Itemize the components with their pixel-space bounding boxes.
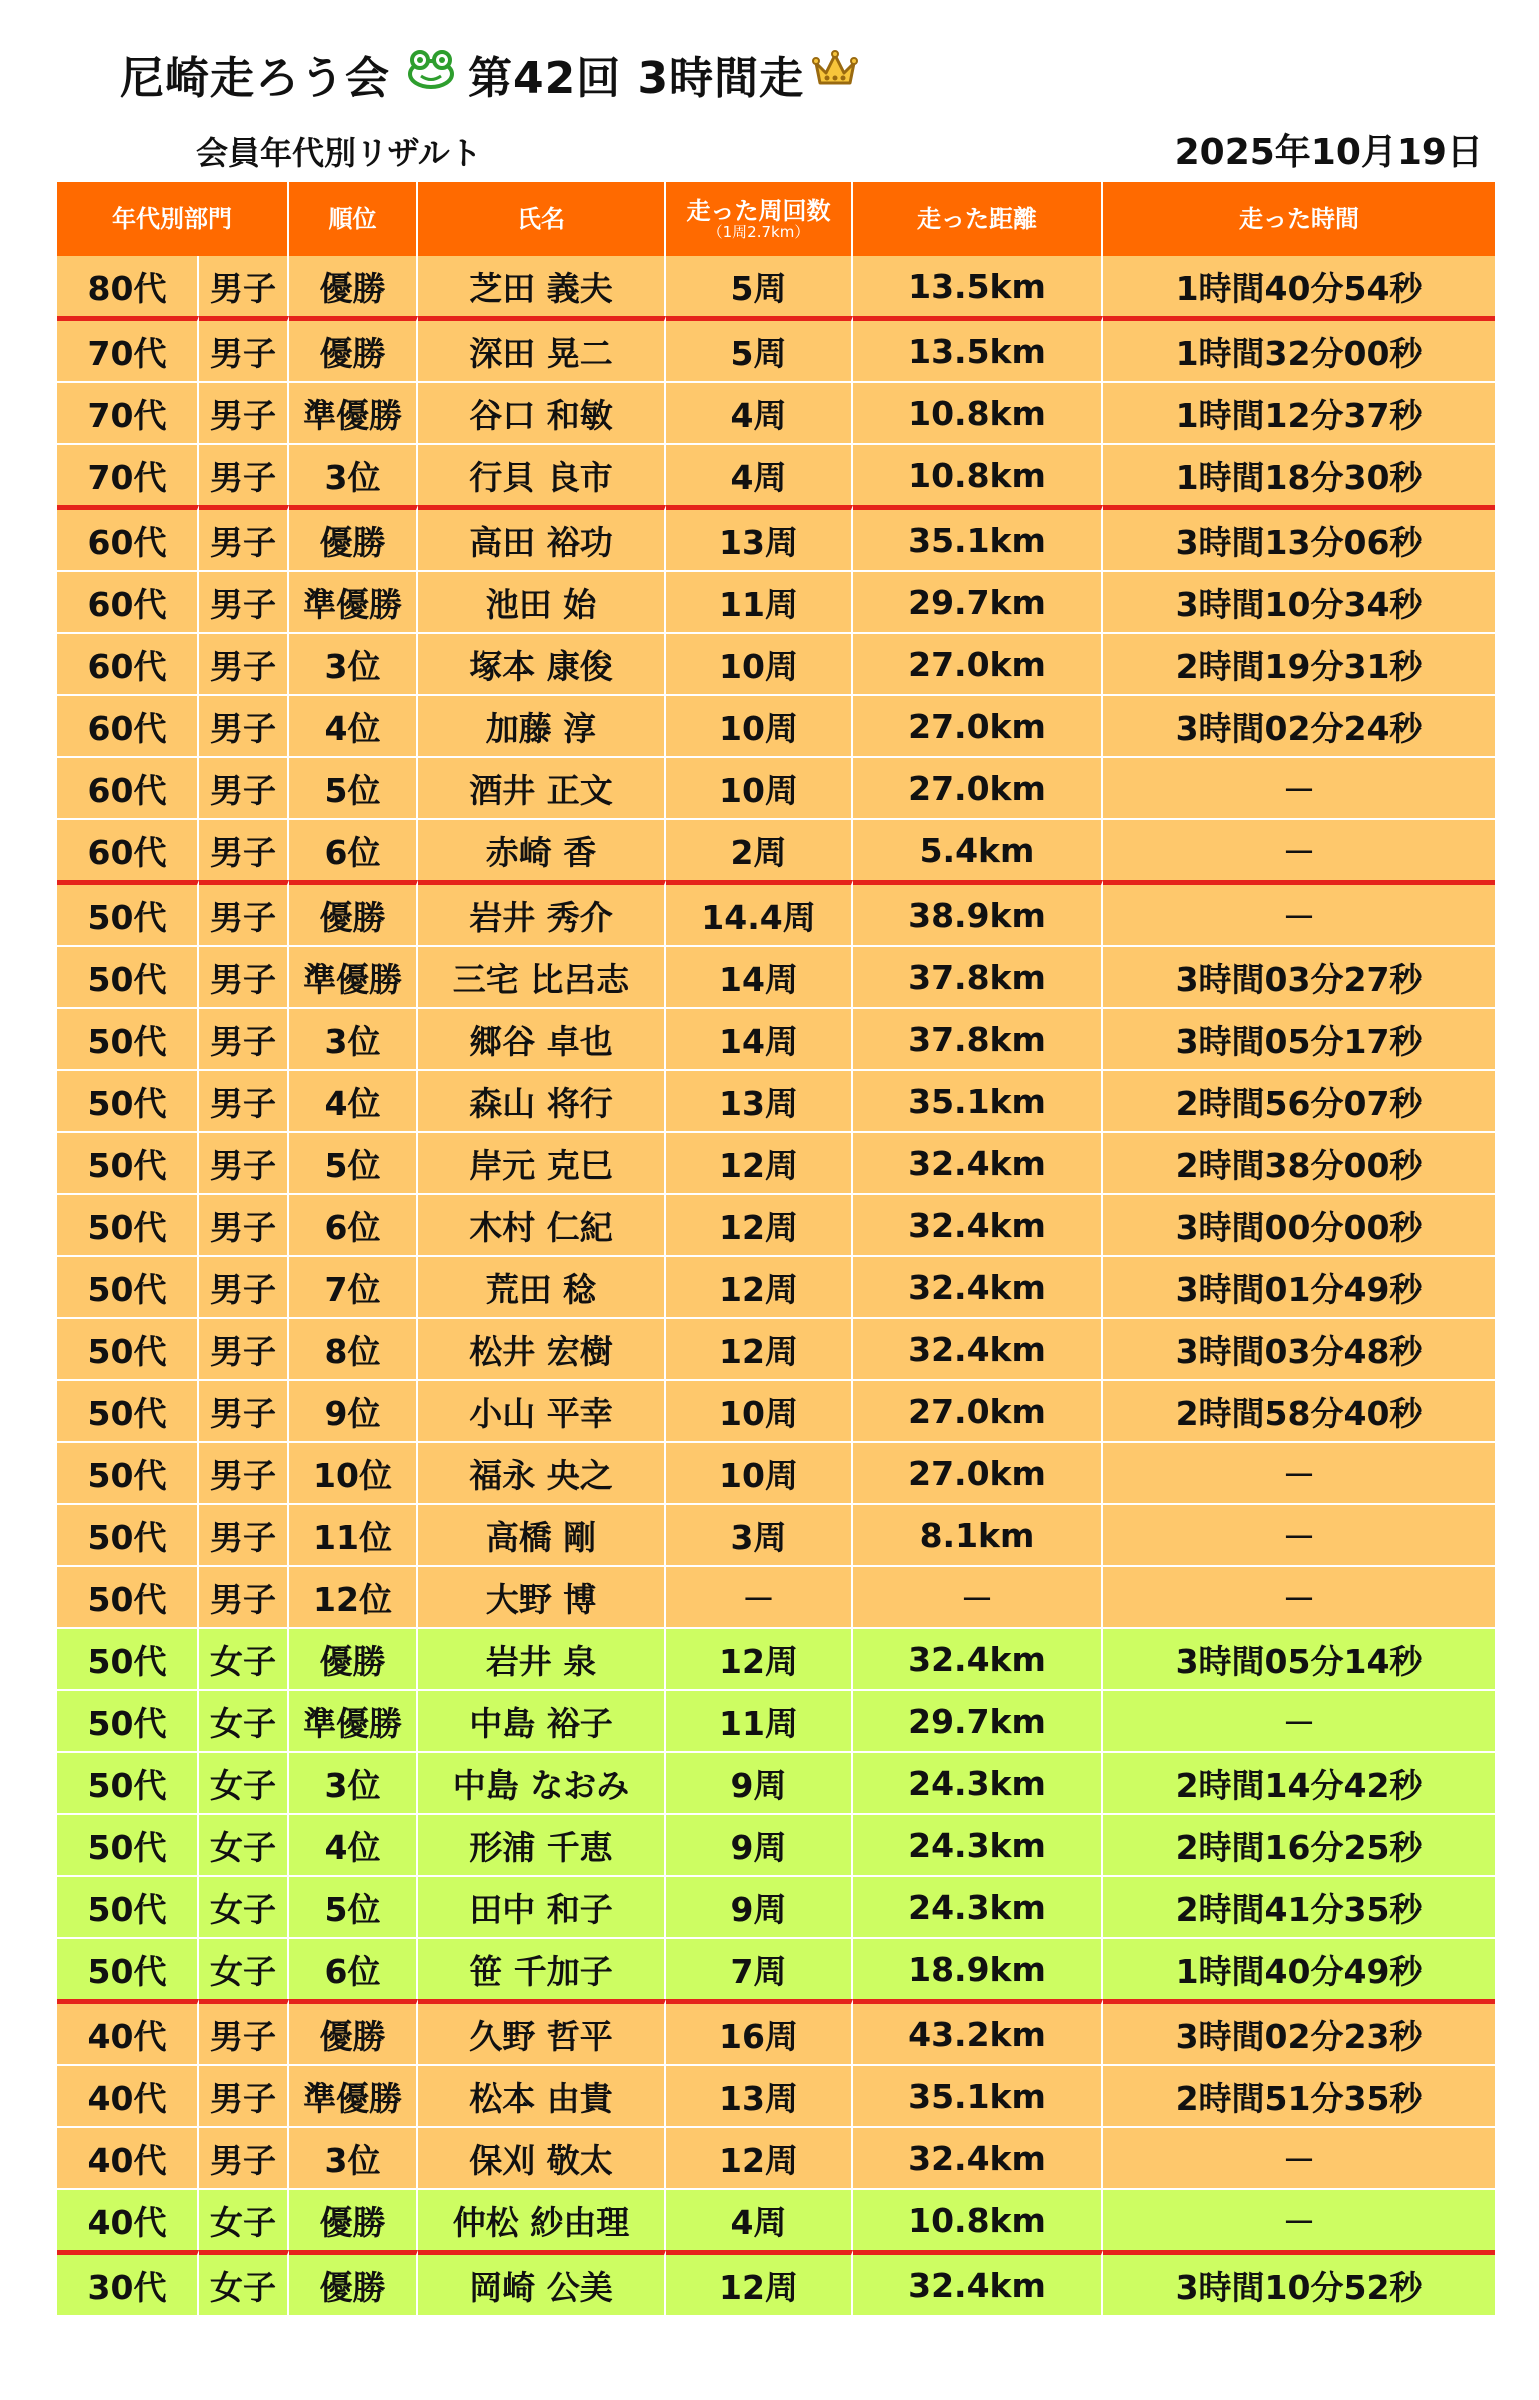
- name-cell: 久野 哲平: [418, 1999, 666, 2064]
- age-cell: 60代: [57, 694, 199, 756]
- laps-cell: 10周: [666, 1379, 853, 1441]
- age-cell: 50代: [57, 1131, 199, 1193]
- age-cell: 50代: [57, 1875, 199, 1937]
- page-title: [120, 42, 858, 106]
- age-cell: 50代: [57, 1255, 199, 1317]
- age-cell: 30代: [57, 2250, 199, 2315]
- table-row: [57, 756, 1495, 818]
- table-row: [57, 1193, 1495, 1255]
- distance-cell: 27.0km: [853, 694, 1103, 756]
- time-cell: 3時間00分00秒: [1103, 1193, 1495, 1255]
- name-cell: 酒井 正文: [418, 756, 666, 818]
- rank-cell: 優勝: [289, 880, 418, 945]
- laps-cell: 9周: [666, 1875, 853, 1937]
- rank-cell: 3位: [289, 443, 418, 505]
- laps-cell: 10周: [666, 694, 853, 756]
- col-header-division: 年代別部門: [57, 182, 289, 256]
- col-header-laps-label: 走った周回数: [686, 196, 831, 225]
- age-cell: 80代: [57, 256, 199, 316]
- table-row: [57, 2250, 1495, 2315]
- time-cell: 2時間51分35秒: [1103, 2064, 1495, 2126]
- laps-cell: 4周: [666, 2188, 853, 2250]
- sex-cell: 男子: [199, 1317, 289, 1379]
- table-row: [57, 2064, 1495, 2126]
- rank-cell: 6位: [289, 818, 418, 880]
- laps-cell: 5周: [666, 316, 853, 381]
- name-cell: 荒田 稔: [418, 1255, 666, 1317]
- name-cell: 塚本 康俊: [418, 632, 666, 694]
- table-row: [57, 1565, 1495, 1627]
- distance-cell: 5.4km: [853, 818, 1103, 880]
- rank-cell: 3位: [289, 2126, 418, 2188]
- table-row: [57, 1317, 1495, 1379]
- rank-cell: 8位: [289, 1317, 418, 1379]
- distance-cell: 24.3km: [853, 1751, 1103, 1813]
- rank-cell: 6位: [289, 1193, 418, 1255]
- name-cell: 松本 由貴: [418, 2064, 666, 2126]
- age-cell: 50代: [57, 1689, 199, 1751]
- laps-cell: 16周: [666, 1999, 853, 2064]
- time-cell: －: [1103, 1503, 1495, 1565]
- results-table: [57, 182, 1495, 2315]
- sex-cell: 女子: [199, 2250, 289, 2315]
- table-header-row: [57, 182, 1495, 256]
- age-cell: 70代: [57, 381, 199, 443]
- rank-cell: 準優勝: [289, 1689, 418, 1751]
- time-cell: 1時間40分49秒: [1103, 1937, 1495, 1999]
- distance-cell: 29.7km: [853, 570, 1103, 632]
- laps-cell: 13周: [666, 2064, 853, 2126]
- distance-cell: 29.7km: [853, 1689, 1103, 1751]
- rank-cell: 3位: [289, 632, 418, 694]
- crown-icon: [812, 49, 858, 100]
- time-cell: 3時間02分23秒: [1103, 1999, 1495, 2064]
- laps-cell: 5周: [666, 256, 853, 316]
- name-cell: 保刈 敬太: [418, 2126, 666, 2188]
- rank-cell: 準優勝: [289, 2064, 418, 2126]
- table-row: [57, 1689, 1495, 1751]
- distance-cell: 10.8km: [853, 443, 1103, 505]
- name-cell: 岩井 泉: [418, 1627, 666, 1689]
- sex-cell: 男子: [199, 1999, 289, 2064]
- name-cell: 郷谷 卓也: [418, 1007, 666, 1069]
- age-cell: 70代: [57, 443, 199, 505]
- name-cell: 池田 始: [418, 570, 666, 632]
- rank-cell: 5位: [289, 1875, 418, 1937]
- sex-cell: 男子: [199, 1379, 289, 1441]
- table-row: [57, 1999, 1495, 2064]
- time-cell: 2時間16分25秒: [1103, 1813, 1495, 1875]
- time-cell: 2時間19分31秒: [1103, 632, 1495, 694]
- time-cell: 3時間01分49秒: [1103, 1255, 1495, 1317]
- name-cell: 大野 博: [418, 1565, 666, 1627]
- age-cell: 50代: [57, 1751, 199, 1813]
- name-cell: 仲松 紗由理: [418, 2188, 666, 2250]
- name-cell: 形浦 千恵: [418, 1813, 666, 1875]
- sex-cell: 男子: [199, 756, 289, 818]
- time-cell: 1時間40分54秒: [1103, 256, 1495, 316]
- sex-cell: 女子: [199, 1689, 289, 1751]
- laps-cell: 14周: [666, 1007, 853, 1069]
- rank-cell: 準優勝: [289, 570, 418, 632]
- sex-cell: 男子: [199, 381, 289, 443]
- table-row: [57, 1379, 1495, 1441]
- time-cell: －: [1103, 1565, 1495, 1627]
- age-cell: 50代: [57, 1441, 199, 1503]
- table-row: [57, 2126, 1495, 2188]
- age-cell: 50代: [57, 1565, 199, 1627]
- table-row: [57, 381, 1495, 443]
- time-cell: －: [1103, 2126, 1495, 2188]
- laps-cell: 2周: [666, 818, 853, 880]
- time-cell: 3時間10分34秒: [1103, 570, 1495, 632]
- laps-cell: 13周: [666, 1069, 853, 1131]
- table-row: [57, 505, 1495, 570]
- distance-cell: 32.4km: [853, 1627, 1103, 1689]
- laps-cell: 12周: [666, 1193, 853, 1255]
- distance-cell: 43.2km: [853, 1999, 1103, 2064]
- rank-cell: 5位: [289, 1131, 418, 1193]
- name-cell: 森山 将行: [418, 1069, 666, 1131]
- sex-cell: 男子: [199, 256, 289, 316]
- laps-cell: 14.4周: [666, 880, 853, 945]
- event-date: 2025年10月19日: [1174, 132, 1483, 173]
- name-cell: 高田 裕功: [418, 505, 666, 570]
- distance-cell: 13.5km: [853, 256, 1103, 316]
- rank-cell: 優勝: [289, 256, 418, 316]
- age-cell: 60代: [57, 818, 199, 880]
- time-cell: 3時間03分48秒: [1103, 1317, 1495, 1379]
- sex-cell: 男子: [199, 1503, 289, 1565]
- time-cell: 2時間14分42秒: [1103, 1751, 1495, 1813]
- time-cell: 2時間38分00秒: [1103, 1131, 1495, 1193]
- age-cell: 40代: [57, 2064, 199, 2126]
- distance-cell: 10.8km: [853, 2188, 1103, 2250]
- sex-cell: 男子: [199, 2126, 289, 2188]
- event-name: 第42回 3時間走: [468, 53, 805, 104]
- table-row: [57, 1255, 1495, 1317]
- rank-cell: 準優勝: [289, 381, 418, 443]
- laps-cell: 12周: [666, 1627, 853, 1689]
- laps-cell: 11周: [666, 570, 853, 632]
- sex-cell: 男子: [199, 2064, 289, 2126]
- laps-cell: 13周: [666, 505, 853, 570]
- rank-cell: 4位: [289, 1069, 418, 1131]
- laps-cell: 9周: [666, 1751, 853, 1813]
- sex-cell: 男子: [199, 505, 289, 570]
- time-cell: －: [1103, 2188, 1495, 2250]
- distance-cell: 35.1km: [853, 2064, 1103, 2126]
- name-cell: 中島 なおみ: [418, 1751, 666, 1813]
- age-cell: 50代: [57, 1503, 199, 1565]
- laps-cell: －: [666, 1565, 853, 1627]
- age-cell: 60代: [57, 756, 199, 818]
- rank-cell: 6位: [289, 1937, 418, 1999]
- laps-cell: 12周: [666, 1255, 853, 1317]
- time-cell: 3時間03分27秒: [1103, 945, 1495, 1007]
- distance-cell: 35.1km: [853, 505, 1103, 570]
- age-cell: 40代: [57, 2188, 199, 2250]
- distance-cell: 27.0km: [853, 1441, 1103, 1503]
- name-cell: 行貝 良市: [418, 443, 666, 505]
- name-cell: 小山 平幸: [418, 1379, 666, 1441]
- distance-cell: 27.0km: [853, 632, 1103, 694]
- sex-cell: 男子: [199, 694, 289, 756]
- sex-cell: 女子: [199, 1751, 289, 1813]
- rank-cell: 3位: [289, 1007, 418, 1069]
- sex-cell: 男子: [199, 1131, 289, 1193]
- time-cell: 3時間02分24秒: [1103, 694, 1495, 756]
- distance-cell: 32.4km: [853, 1193, 1103, 1255]
- laps-cell: 4周: [666, 443, 853, 505]
- table-row: [57, 443, 1495, 505]
- distance-cell: 32.4km: [853, 2250, 1103, 2315]
- distance-cell: 10.8km: [853, 381, 1103, 443]
- rank-cell: 優勝: [289, 316, 418, 381]
- rank-cell: 4位: [289, 1813, 418, 1875]
- table-row: [57, 1627, 1495, 1689]
- sex-cell: 男子: [199, 1007, 289, 1069]
- sex-cell: 男子: [199, 570, 289, 632]
- table-row: [57, 2188, 1495, 2250]
- laps-cell: 12周: [666, 1131, 853, 1193]
- time-cell: 3時間05分17秒: [1103, 1007, 1495, 1069]
- rank-cell: 優勝: [289, 2250, 418, 2315]
- table-row: [57, 1007, 1495, 1069]
- table-row: [57, 1441, 1495, 1503]
- time-cell: －: [1103, 1441, 1495, 1503]
- sex-cell: 男子: [199, 1565, 289, 1627]
- laps-cell: 4周: [666, 381, 853, 443]
- rank-cell: 3位: [289, 1751, 418, 1813]
- table-row: [57, 632, 1495, 694]
- sex-cell: 男子: [199, 1193, 289, 1255]
- age-cell: 50代: [57, 1317, 199, 1379]
- club-name: 尼崎走ろう会: [120, 53, 390, 104]
- distance-cell: 32.4km: [853, 1131, 1103, 1193]
- sex-cell: 女子: [199, 1875, 289, 1937]
- age-cell: 50代: [57, 880, 199, 945]
- distance-cell: 24.3km: [853, 1875, 1103, 1937]
- sex-cell: 男子: [199, 880, 289, 945]
- distance-cell: 37.8km: [853, 1007, 1103, 1069]
- age-cell: 50代: [57, 1813, 199, 1875]
- col-header-distance: 走った距離: [853, 182, 1103, 256]
- laps-cell: 10周: [666, 632, 853, 694]
- time-cell: －: [1103, 818, 1495, 880]
- sex-cell: 男子: [199, 1069, 289, 1131]
- distance-cell: 27.0km: [853, 1379, 1103, 1441]
- name-cell: 三宅 比呂志: [418, 945, 666, 1007]
- table-row: [57, 1751, 1495, 1813]
- frog-icon: [406, 49, 456, 100]
- time-cell: －: [1103, 880, 1495, 945]
- time-cell: 3時間10分52秒: [1103, 2250, 1495, 2315]
- age-cell: 50代: [57, 1937, 199, 1999]
- table-row: [57, 1813, 1495, 1875]
- sex-cell: 女子: [199, 1627, 289, 1689]
- rank-cell: 7位: [289, 1255, 418, 1317]
- name-cell: 岡崎 公美: [418, 2250, 666, 2315]
- sex-cell: 男子: [199, 1255, 289, 1317]
- col-header-name: 氏名: [418, 182, 666, 256]
- sex-cell: 男子: [199, 1441, 289, 1503]
- name-cell: 岩井 秀介: [418, 880, 666, 945]
- rank-cell: 優勝: [289, 2188, 418, 2250]
- distance-cell: 38.9km: [853, 880, 1103, 945]
- sex-cell: 男子: [199, 443, 289, 505]
- table-row: [57, 818, 1495, 880]
- rank-cell: 12位: [289, 1565, 418, 1627]
- rank-cell: 10位: [289, 1441, 418, 1503]
- col-header-rank: 順位: [289, 182, 418, 256]
- rank-cell: 4位: [289, 694, 418, 756]
- table-body: [57, 256, 1495, 2315]
- time-cell: 2時間58分40秒: [1103, 1379, 1495, 1441]
- time-cell: 1時間12分37秒: [1103, 381, 1495, 443]
- sex-cell: 男子: [199, 945, 289, 1007]
- name-cell: 笹 千加子: [418, 1937, 666, 1999]
- sex-cell: 女子: [199, 2188, 289, 2250]
- laps-cell: 12周: [666, 1317, 853, 1379]
- age-cell: 50代: [57, 1193, 199, 1255]
- name-cell: 高橋 剛: [418, 1503, 666, 1565]
- age-cell: 60代: [57, 632, 199, 694]
- name-cell: 木村 仁紀: [418, 1193, 666, 1255]
- sex-cell: 男子: [199, 316, 289, 381]
- distance-cell: 32.4km: [853, 1317, 1103, 1379]
- laps-cell: 7周: [666, 1937, 853, 1999]
- rank-cell: 5位: [289, 756, 418, 818]
- name-cell: 福永 央之: [418, 1441, 666, 1503]
- rank-cell: 優勝: [289, 1627, 418, 1689]
- distance-cell: 32.4km: [853, 2126, 1103, 2188]
- rank-cell: 優勝: [289, 505, 418, 570]
- time-cell: 3時間13分06秒: [1103, 505, 1495, 570]
- age-cell: 60代: [57, 505, 199, 570]
- table-row: [57, 1875, 1495, 1937]
- name-cell: 岸元 克巳: [418, 1131, 666, 1193]
- laps-cell: 12周: [666, 2250, 853, 2315]
- name-cell: 赤崎 香: [418, 818, 666, 880]
- laps-cell: 10周: [666, 1441, 853, 1503]
- distance-cell: 8.1km: [853, 1503, 1103, 1565]
- sex-cell: 男子: [199, 632, 289, 694]
- name-cell: 中島 裕子: [418, 1689, 666, 1751]
- lap-note: （1周2.7km）: [707, 222, 810, 241]
- name-cell: 加藤 淳: [418, 694, 666, 756]
- table-row: [57, 1069, 1495, 1131]
- name-cell: 谷口 和敏: [418, 381, 666, 443]
- age-cell: 50代: [57, 1007, 199, 1069]
- rank-cell: 9位: [289, 1379, 418, 1441]
- distance-cell: 32.4km: [853, 1255, 1103, 1317]
- time-cell: 2時間56分07秒: [1103, 1069, 1495, 1131]
- age-cell: 40代: [57, 2126, 199, 2188]
- distance-cell: 18.9km: [853, 1937, 1103, 1999]
- age-cell: 50代: [57, 1627, 199, 1689]
- laps-cell: 9周: [666, 1813, 853, 1875]
- time-cell: 2時間41分35秒: [1103, 1875, 1495, 1937]
- table-row: [57, 880, 1495, 945]
- time-cell: 3時間05分14秒: [1103, 1627, 1495, 1689]
- time-cell: 1時間18分30秒: [1103, 443, 1495, 505]
- distance-cell: 13.5km: [853, 316, 1103, 381]
- name-cell: 田中 和子: [418, 1875, 666, 1937]
- table-row: [57, 1937, 1495, 1999]
- distance-cell: －: [853, 1565, 1103, 1627]
- laps-cell: 11周: [666, 1689, 853, 1751]
- time-cell: －: [1103, 1689, 1495, 1751]
- laps-cell: 12周: [666, 2126, 853, 2188]
- table-row: [57, 570, 1495, 632]
- col-header-laps: [666, 182, 853, 256]
- time-cell: 1時間32分00秒: [1103, 316, 1495, 381]
- table-row: [57, 316, 1495, 381]
- age-cell: 50代: [57, 945, 199, 1007]
- laps-cell: 3周: [666, 1503, 853, 1565]
- rank-cell: 優勝: [289, 1999, 418, 2064]
- laps-cell: 14周: [666, 945, 853, 1007]
- table-row: [57, 945, 1495, 1007]
- sex-cell: 男子: [199, 818, 289, 880]
- distance-cell: 24.3km: [853, 1813, 1103, 1875]
- age-cell: 50代: [57, 1069, 199, 1131]
- subtitle: 会員年代別リザルト: [196, 134, 482, 172]
- col-header-time: 走った時間: [1103, 182, 1495, 256]
- rank-cell: 準優勝: [289, 945, 418, 1007]
- distance-cell: 37.8km: [853, 945, 1103, 1007]
- sex-cell: 女子: [199, 1813, 289, 1875]
- name-cell: 芝田 義夫: [418, 256, 666, 316]
- table-row: [57, 1503, 1495, 1565]
- time-cell: －: [1103, 756, 1495, 818]
- age-cell: 70代: [57, 316, 199, 381]
- age-cell: 40代: [57, 1999, 199, 2064]
- table-row: [57, 1131, 1495, 1193]
- distance-cell: 35.1km: [853, 1069, 1103, 1131]
- rank-cell: 11位: [289, 1503, 418, 1565]
- table-row: [57, 256, 1495, 316]
- distance-cell: 27.0km: [853, 756, 1103, 818]
- table-row: [57, 694, 1495, 756]
- name-cell: 深田 晃二: [418, 316, 666, 381]
- sex-cell: 女子: [199, 1937, 289, 1999]
- age-cell: 50代: [57, 1379, 199, 1441]
- name-cell: 松井 宏樹: [418, 1317, 666, 1379]
- age-cell: 60代: [57, 570, 199, 632]
- laps-cell: 10周: [666, 756, 853, 818]
